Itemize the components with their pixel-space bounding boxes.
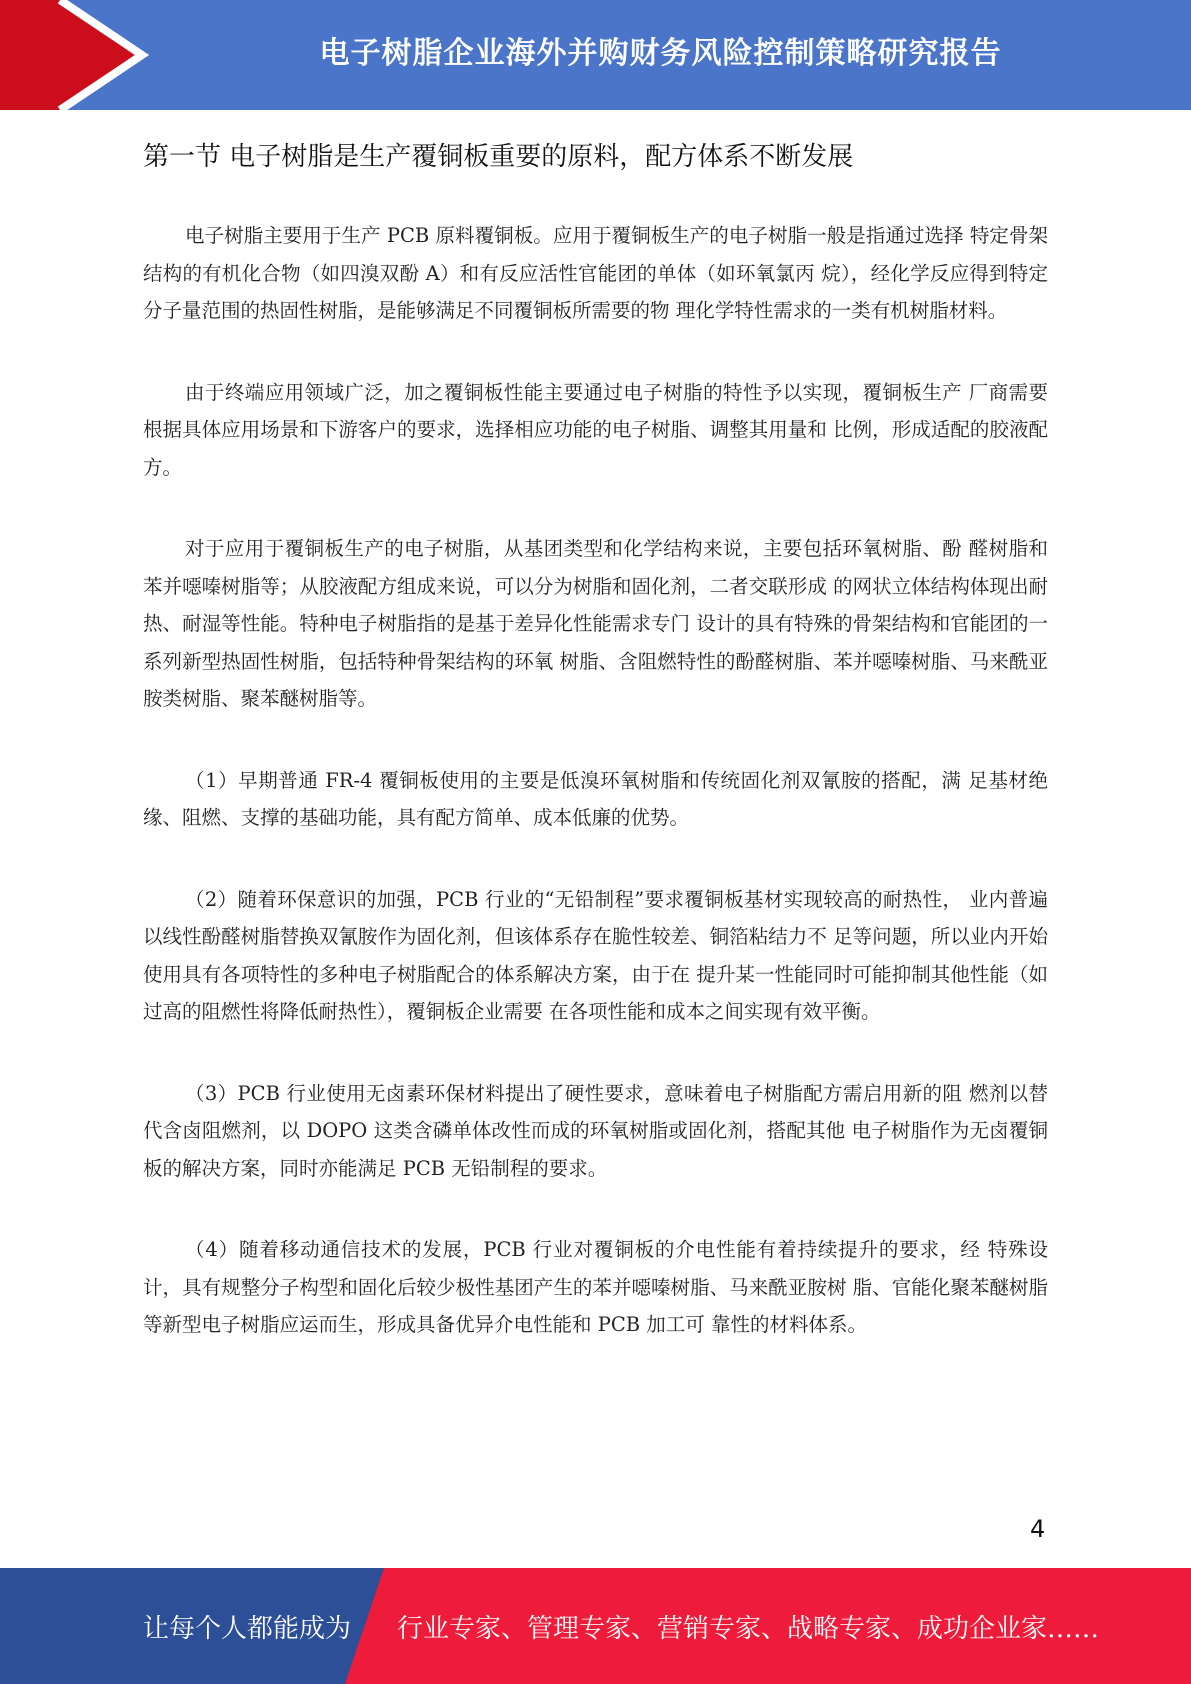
footer-slogan-right: 行业专家、管理专家、营销专家、战略专家、成功企业家…… <box>397 1613 1100 1644</box>
paragraph: （3）PCB 行业使用无卤素环保材料提出了硬性要求，意味着电子树脂配方需启用新的阻 燃剂以替代含卤阻燃剂，以 DOPO 这类含磷单体改性而成的环氧树脂或固化剂，搭配其他 电子树脂作为无卤覆铜板的解决方案，同时亦能满足 PCB 无铅制程的要求。 <box>143 1081 1048 1180</box>
footer-slogan-left: 让每个人都能成为 <box>143 1613 352 1644</box>
paragraph: 电子树脂主要用于生产 PCB 原料覆铜板。应用于覆铜板生产的电子树脂一般是指通过选择 特定骨架结构的有机化合物（如四溴双酚 A）和有反应活性官能团的单体（如环氧氯丙 烷），经化学反应得到特定分子量范围的热固性树脂，是能够满足不同覆铜板所需要的物 理化学特性需求的一类有机树脂材料。 <box>143 224 1048 322</box>
section-title: 第一节 电子树脂是生产覆铜板重要的原料，配方体系不断发展 <box>143 142 854 172</box>
paragraph: （1）早期普通 FR-4 覆铜板使用的主要是低溴环氧树脂和传统固化剂双氰胺的搭配，满 足基材绝缘、阻燃、支撑的基础功能，具有配方简单、成本低廉的优势。 <box>143 768 1048 829</box>
page-header <box>0 0 1191 110</box>
paragraph: 对于应用于覆铜板生产的电子树脂，从基团类型和化学结构来说，主要包括环氧树脂、酚 醛树脂和苯并噁嗪树脂等；从胶液配方组成来说，可以分为树脂和固化剂，二者交联形成 的网状立体结构体现出耐热、耐湿等性能。特种电子树脂指的是基于差异化性能需求专门 设计的具有特殊的骨架结构和官能团的一系列新型热固性树脂，包括特种骨架结构的环氧 树脂、含阻燃特性的酚醛树脂、苯并噁嗪树脂、马来酰亚胺类树脂、聚苯醚树脂等。 <box>143 537 1048 710</box>
main-content <box>143 125 1048 1344</box>
paragraph: 由于终端应用领域广泛，加之覆铜板性能主要通过电子树脂的特性予以实现，覆铜板生产 厂商需要根据具体应用场景和下游客户的要求，选择相应功能的电子树脂、调整其用量和 比例，形成适配的胶液配方。 <box>143 380 1048 479</box>
report-title: 电子树脂企业海外并购财务风险控制策略研究报告 <box>319 36 1002 71</box>
paragraph: （4）随着移动通信技术的发展，PCB 行业对覆铜板的介电性能有着持续提升的要求，经 特殊设计，具有规整分子构型和固化后较少极性基团产生的苯并噁嗪树脂、马来酰亚胺树 脂、官能化聚苯醚树脂等新型电子树脂应运而生，形成具备优异介电性能和 PCB 加工可 靠性的材料体系。 <box>143 1238 1048 1336</box>
page-number: 4 <box>1030 1515 1046 1543</box>
paragraph: （2）随着环保意识的加强，PCB 行业的“无铅制程”要求覆铜板基材实现较高的耐热性， 业内普遍以线性酚醛树脂替换双氰胺作为固化剂，但该体系存在脆性较差、铜箔粘结力不 足等问题，所以业内开始使用具有各项特性的多种电子树脂配合的体系解决方案，由于在 提升某一性能同时可能抑制其他性能（如过高的阻燃性将降低耐热性），覆铜板企业需要 在各项性能和成本之间实现有效平衡。 <box>143 887 1048 1023</box>
page-footer <box>0 1568 1191 1684</box>
